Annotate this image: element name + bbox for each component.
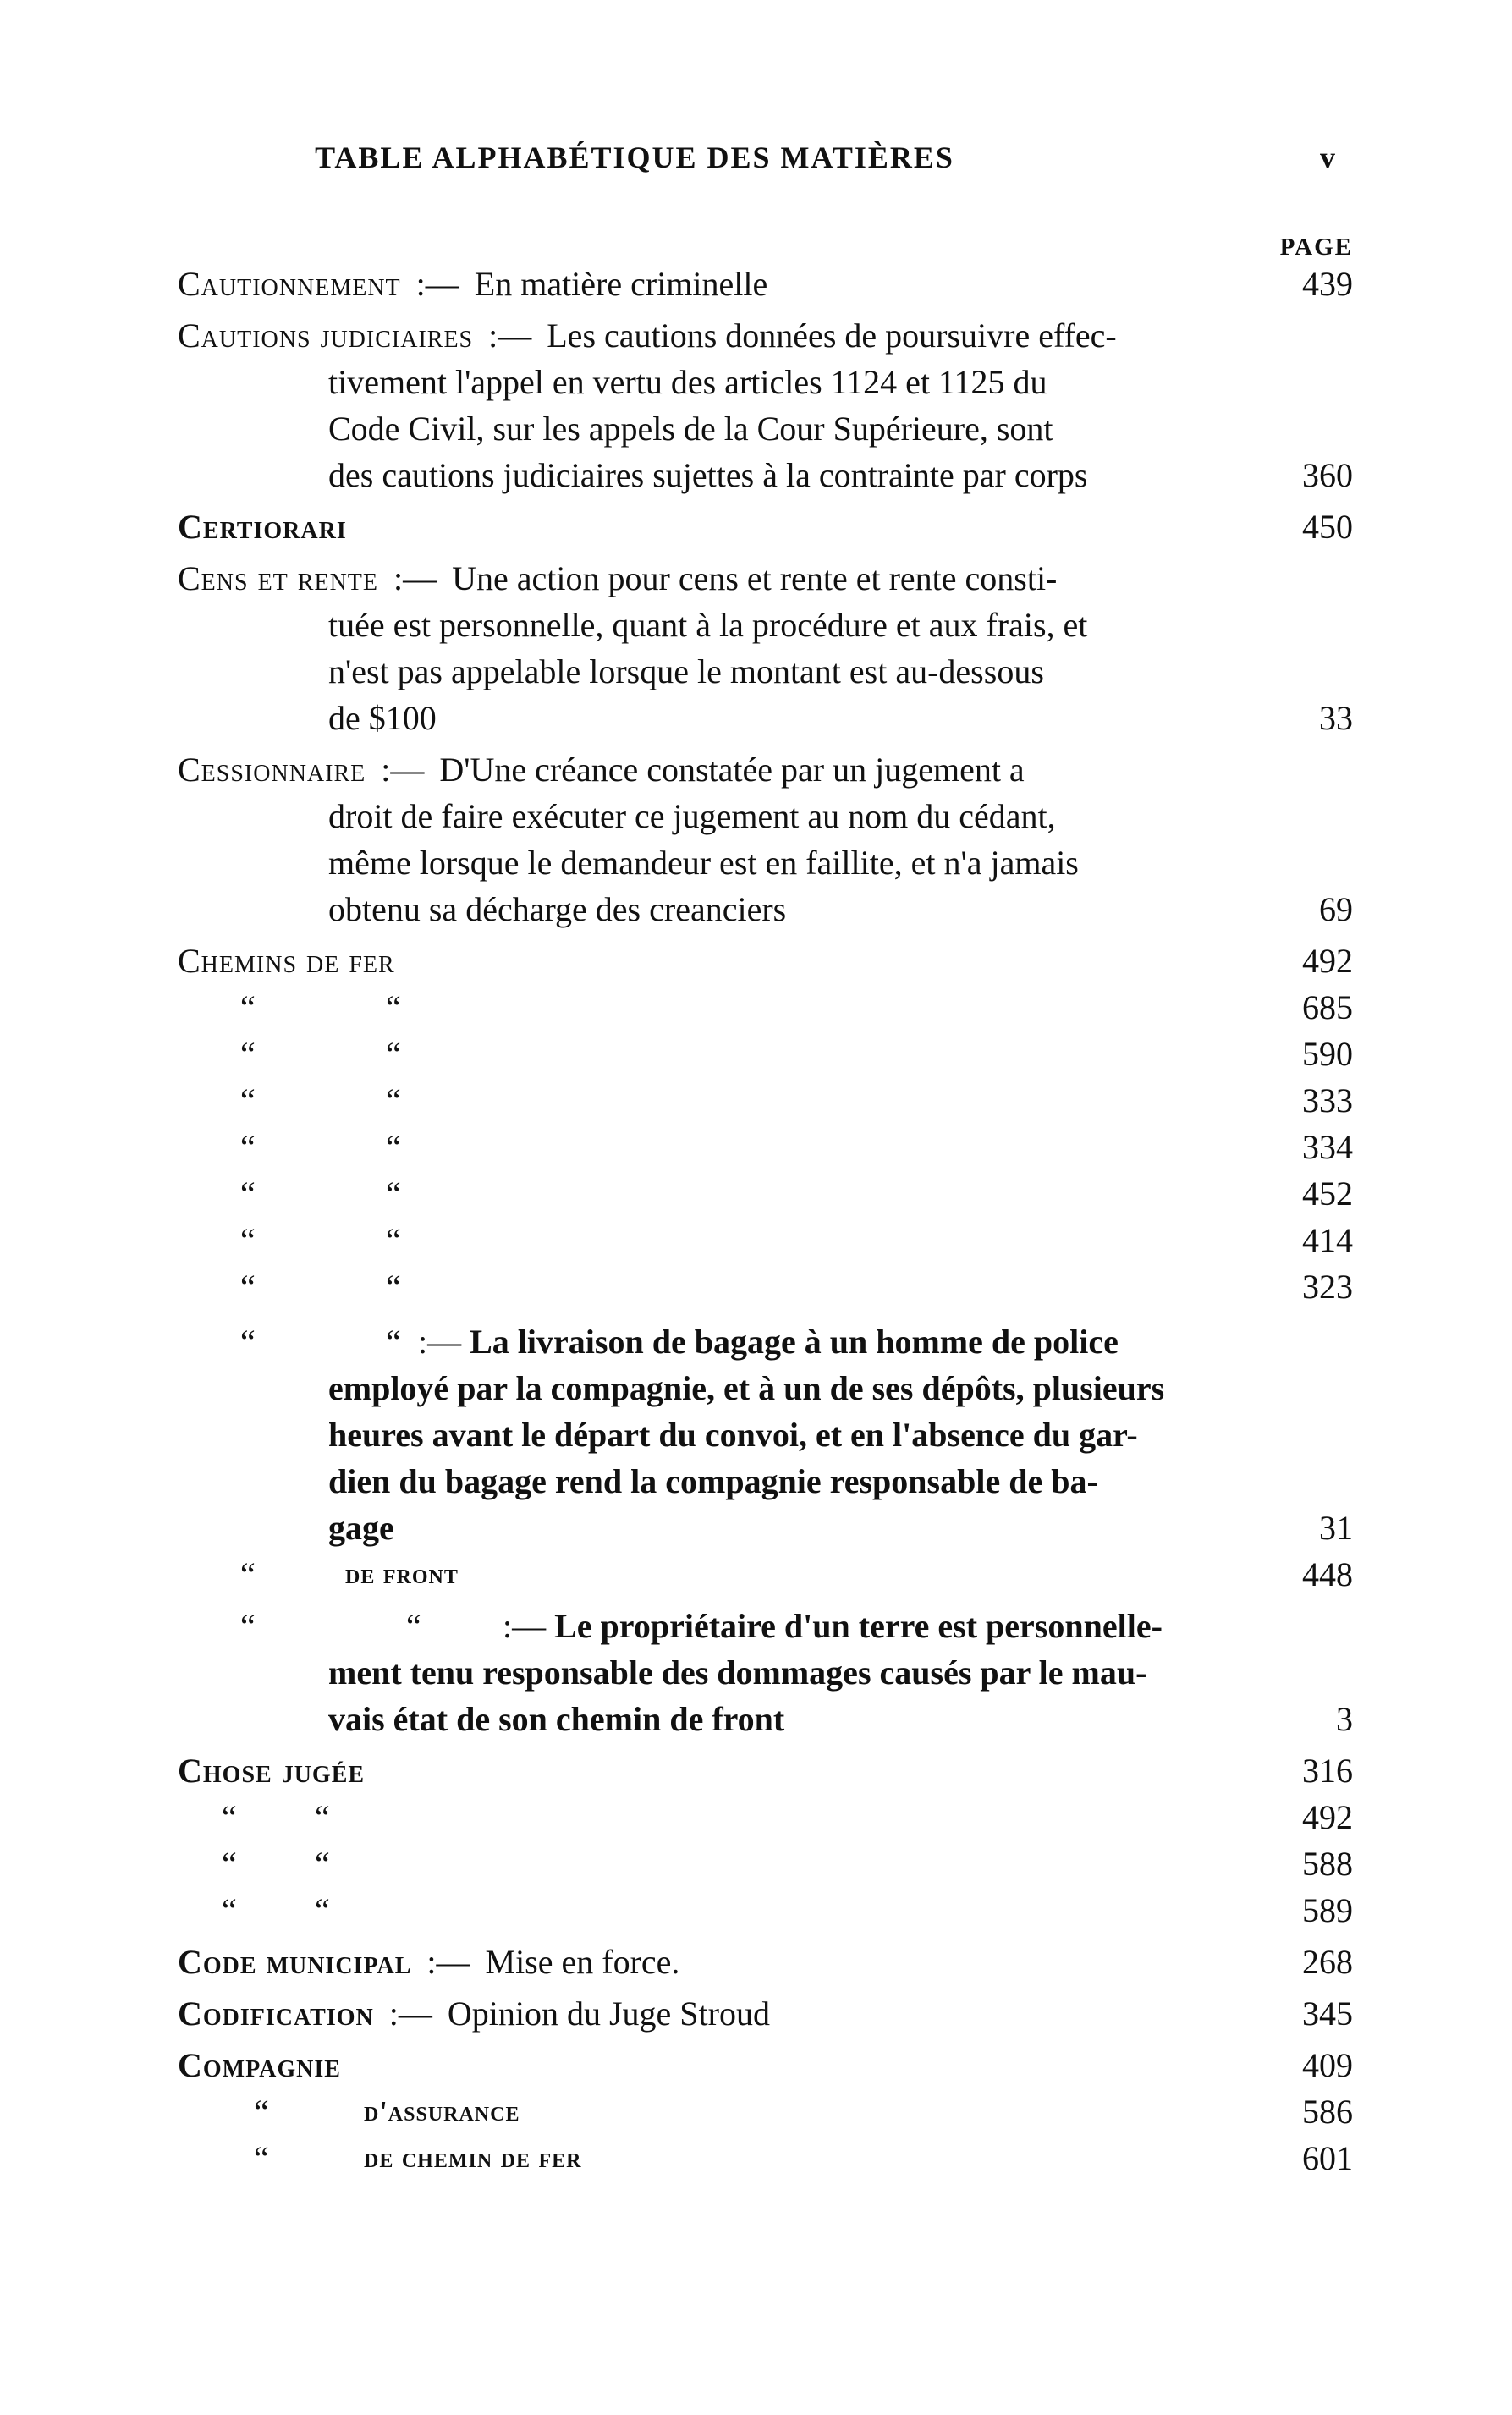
page-number: 492 [1302,1798,1353,1836]
entry-cautionnement [0,261,1512,307]
entry-text: ment tenu responsable des dommages causés par le mau- [328,1653,1147,1692]
ditto-mark: “ [240,1323,256,1361]
entry-text: droit de faire exécuter ce jugement au nom du cédant, [328,797,1056,835]
ditto-mark: “ [315,1891,330,1929]
entry-heading: Cessionnaire [178,751,366,789]
entry-text: obtenu sa décharge des creanciers [328,890,787,928]
page-number: 345 [1302,1994,1353,2033]
ditto-mark: “ [254,2139,269,2177]
entry-certiorari [0,503,1512,550]
entry-text: La livraison de bagage à un homme de police [470,1323,1119,1361]
sub-entry-proprietaire [0,1603,1512,1649]
entry-text: En matière criminelle [474,265,768,303]
entry-separator: :— [415,265,459,303]
entry-text: heures avant le départ du convoi, et en l'absence du gar- [328,1416,1138,1454]
running-head [0,137,1512,178]
page-number: 589 [1302,1891,1353,1929]
page-number: 414 [1302,1221,1353,1259]
entry-heading: Code municipal [178,1943,412,1981]
entry-text: Code Civil, sur les appels de la Cour Supérieure, sont [328,410,1053,448]
page-number: 590 [1302,1035,1353,1073]
page-number: 601 [1302,2139,1353,2177]
page-number: 450 [1302,508,1353,546]
entry-separator: :— [393,559,437,597]
entry-text: D'Une créance constatée par un jugement a [439,751,1025,789]
ditto-mark: “ [240,1607,256,1645]
entry-codification [0,1990,1512,2037]
entry-heading: Chemins de fer [178,942,395,980]
ditto-row [0,1031,1512,1077]
sub-entry-label: de chemin de fer [364,2143,582,2174]
ditto-mark: “ [386,988,401,1026]
folio: v [1320,140,1335,174]
page-number: 316 [1302,1752,1353,1790]
entry-text: employé par la compagnie, et à un de ses dépôts, plusieurs [328,1369,1165,1407]
sub-entry-chemin-de-fer [0,2135,1512,2181]
ditto-mark: “ [254,2093,269,2131]
entry-text: Mise en force. [485,1943,680,1981]
ditto-mark: “ [222,1798,237,1836]
entry-cessionnaire [0,746,1512,932]
ditto-row [0,1840,1512,1887]
entry-text: des cautions judiciaires sujettes à la contrainte par corps [328,456,1088,494]
ditto-mark: “ [240,1174,256,1213]
entry-text: Opinion du Juge Stroud [447,1994,770,2033]
page-number: 588 [1302,1845,1353,1883]
entry-heading: Cautionnement [178,265,401,303]
entry-heading: Certiorari [178,508,347,546]
ditto-mark: “ [222,1891,237,1929]
ditto-mark: “ [240,1221,256,1259]
page-number: 268 [1302,1943,1353,1981]
page-number: 452 [1302,1174,1353,1213]
entry-text: n'est pas appelable lorsque le montant est au-dessous [328,652,1044,690]
sub-entry-label: de front [345,1559,459,1590]
sub-entry-de-front [0,1551,1512,1598]
page-number: 492 [1302,942,1353,980]
ditto-mark: “ [406,1607,421,1645]
ditto-row [0,1124,1512,1170]
page-number: 448 [1302,1555,1353,1593]
ditto-row [0,1263,1512,1310]
ditto-mark: “ [240,988,256,1026]
entry-text: dien du bagage rend la compagnie responsable de ba- [328,1462,1098,1500]
index-entries [0,261,1512,2187]
entry-text: même lorsque le demandeur est en faillite, et n'a jamais [328,844,1079,882]
page-number: 409 [1302,2046,1353,2084]
ditto-mark: “ [386,1323,401,1361]
page-number: 360 [1302,456,1353,494]
entry-heading: Cautions judiciaires [178,316,474,355]
entry-separator: :— [388,1994,432,2033]
page-number: 334 [1302,1128,1353,1166]
ditto-row [0,1794,1512,1840]
ditto-mark: “ [386,1174,401,1213]
ditto-mark: “ [240,1268,256,1306]
ditto-mark: “ [240,1555,256,1593]
entry-heading: Chose jugée [178,1752,366,1790]
entry-separator: :— [488,316,532,355]
entry-separator: :— [418,1323,462,1361]
ditto-row [0,1170,1512,1217]
page-number: 439 [1302,265,1353,303]
ditto-mark: “ [240,1035,256,1073]
entry-heading: Codification [178,1994,374,2033]
entry-text: Les cautions données de poursuivre effec- [547,316,1117,355]
entry-text: gage [328,1509,394,1547]
ditto-row [0,1217,1512,1263]
ditto-row [0,984,1512,1031]
ditto-mark: “ [222,1845,237,1883]
sub-entry-label: d'assurance [364,2096,520,2127]
page-number: 3 [1336,1700,1353,1738]
ditto-mark: “ [386,1081,401,1119]
entry-text: Une action pour cens et rente et rente consti- [452,559,1058,597]
entry-separator: :— [426,1943,470,1981]
entry-heading: Compagnie [178,2046,341,2084]
page-number: 31 [1319,1509,1353,1547]
entry-separator: :— [381,751,425,789]
ditto-mark: “ [315,1798,330,1836]
page-number: 323 [1302,1268,1353,1306]
entry-text: tuée est personnelle, quant à la procédure et aux frais, et [328,606,1088,644]
entry-text: Le propriétaire d'un terre est personnelle- [554,1607,1163,1645]
entry-text: de $100 [328,699,437,737]
ditto-mark: “ [386,1268,401,1306]
entry-text: tivement l'appel en vertu des articles 1124 et 1125 du [328,363,1047,401]
page-title: TABLE ALPHABÉTIQUE DES MATIÈRES [315,140,954,174]
ditto-row [0,1887,1512,1934]
entry-separator: :— [503,1607,547,1645]
ditto-row [0,1077,1512,1124]
sub-entry-assurance [0,2088,1512,2135]
ditto-mark: “ [386,1035,401,1073]
entry-heading: Cens et rente [178,559,378,597]
ditto-mark: “ [240,1081,256,1119]
page-number: 333 [1302,1081,1353,1119]
entry-chose-jugee [0,1747,1512,1934]
ditto-mark: “ [240,1128,256,1166]
page-number: 685 [1302,988,1353,1026]
entry-cens-et-rente [0,555,1512,741]
entry-text: vais état de son chemin de front [328,1700,785,1738]
ditto-mark: “ [386,1221,401,1259]
entry-chemins-de-fer [0,938,1512,1742]
entry-compagnie [0,2042,1512,2181]
sub-entry-bagage [0,1318,1512,1365]
entry-code-municipal [0,1939,1512,1985]
ditto-mark: “ [315,1845,330,1883]
page-number: 586 [1302,2093,1353,2131]
entry-cautions-judiciaires [0,312,1512,498]
ditto-mark: “ [386,1128,401,1166]
page-number: 69 [1319,890,1353,928]
page-number: 33 [1319,699,1353,737]
page-column-label: PAGE [1279,234,1353,261]
